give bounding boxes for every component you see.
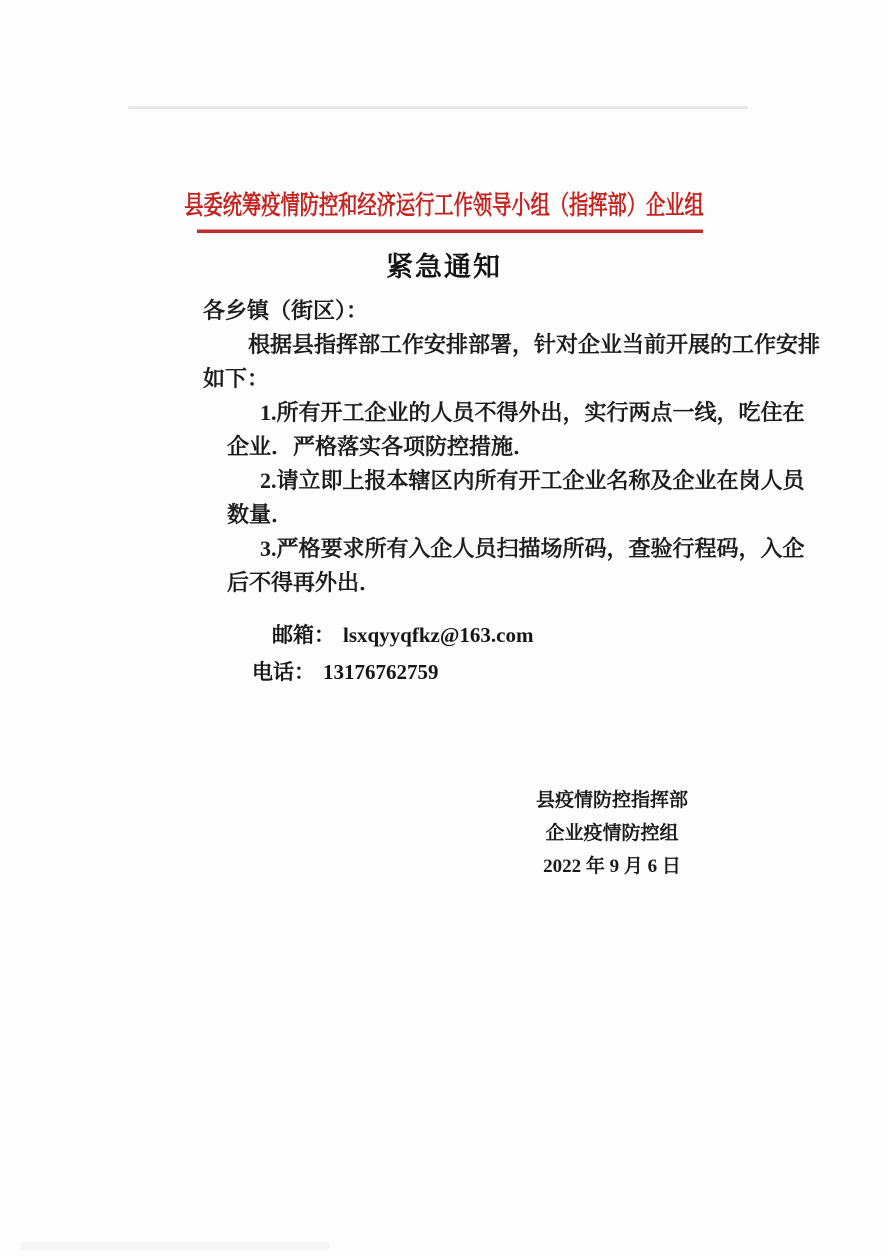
document-title-text: 县委统筹疫情防控和经济运行工作领导小组（指挥部）企业组 [184,191,704,220]
notice-heading: 紧急通知 [386,252,502,282]
email-label: 邮箱： [272,623,335,647]
scan-top-divider-line [128,106,748,109]
signature-block [512,784,712,883]
item-2-line-2: 数量． [227,502,294,527]
salutation-line: 各乡镇（街区）： [203,298,369,323]
item-1-line-2: 企业．严格落实各项防控措施． [227,434,536,459]
item-3-line-2: 后不得再外出． [227,570,382,595]
signature-org-2: 企业疫情防控组 [545,823,679,844]
email-value: lsxqyyqfkz@163.com [343,623,534,647]
intro-line-1: 根据县指挥部工作安排部署，针对企业当前开展的工作安排 [248,332,821,357]
scan-artifact-smudge [20,1242,330,1250]
title-underline-rule [197,229,703,233]
item-3-line-1: 3.严格要求所有入企人员扫描场所码，查验行程码，入企 [260,536,805,561]
contact-email-line [272,620,533,650]
signature-date: 2022 年 9 月 6 日 [543,856,681,877]
intro-line-2: 如下： [203,366,270,391]
signature-org-1: 县疫情防控指挥部 [535,790,688,811]
phone-value: 13176762759 [323,660,439,684]
phone-label: 电话： [252,660,315,684]
document-title [0,190,888,222]
contact-phone-line [252,657,439,687]
item-1-line-1: 1.所有开工企业的人员不得外出，实行两点一线，吃住在 [260,400,805,425]
notice-body [203,294,821,600]
item-2-line-1: 2.请立即上报本辖区内所有开工企业名称及企业在岗人员 [260,468,805,493]
